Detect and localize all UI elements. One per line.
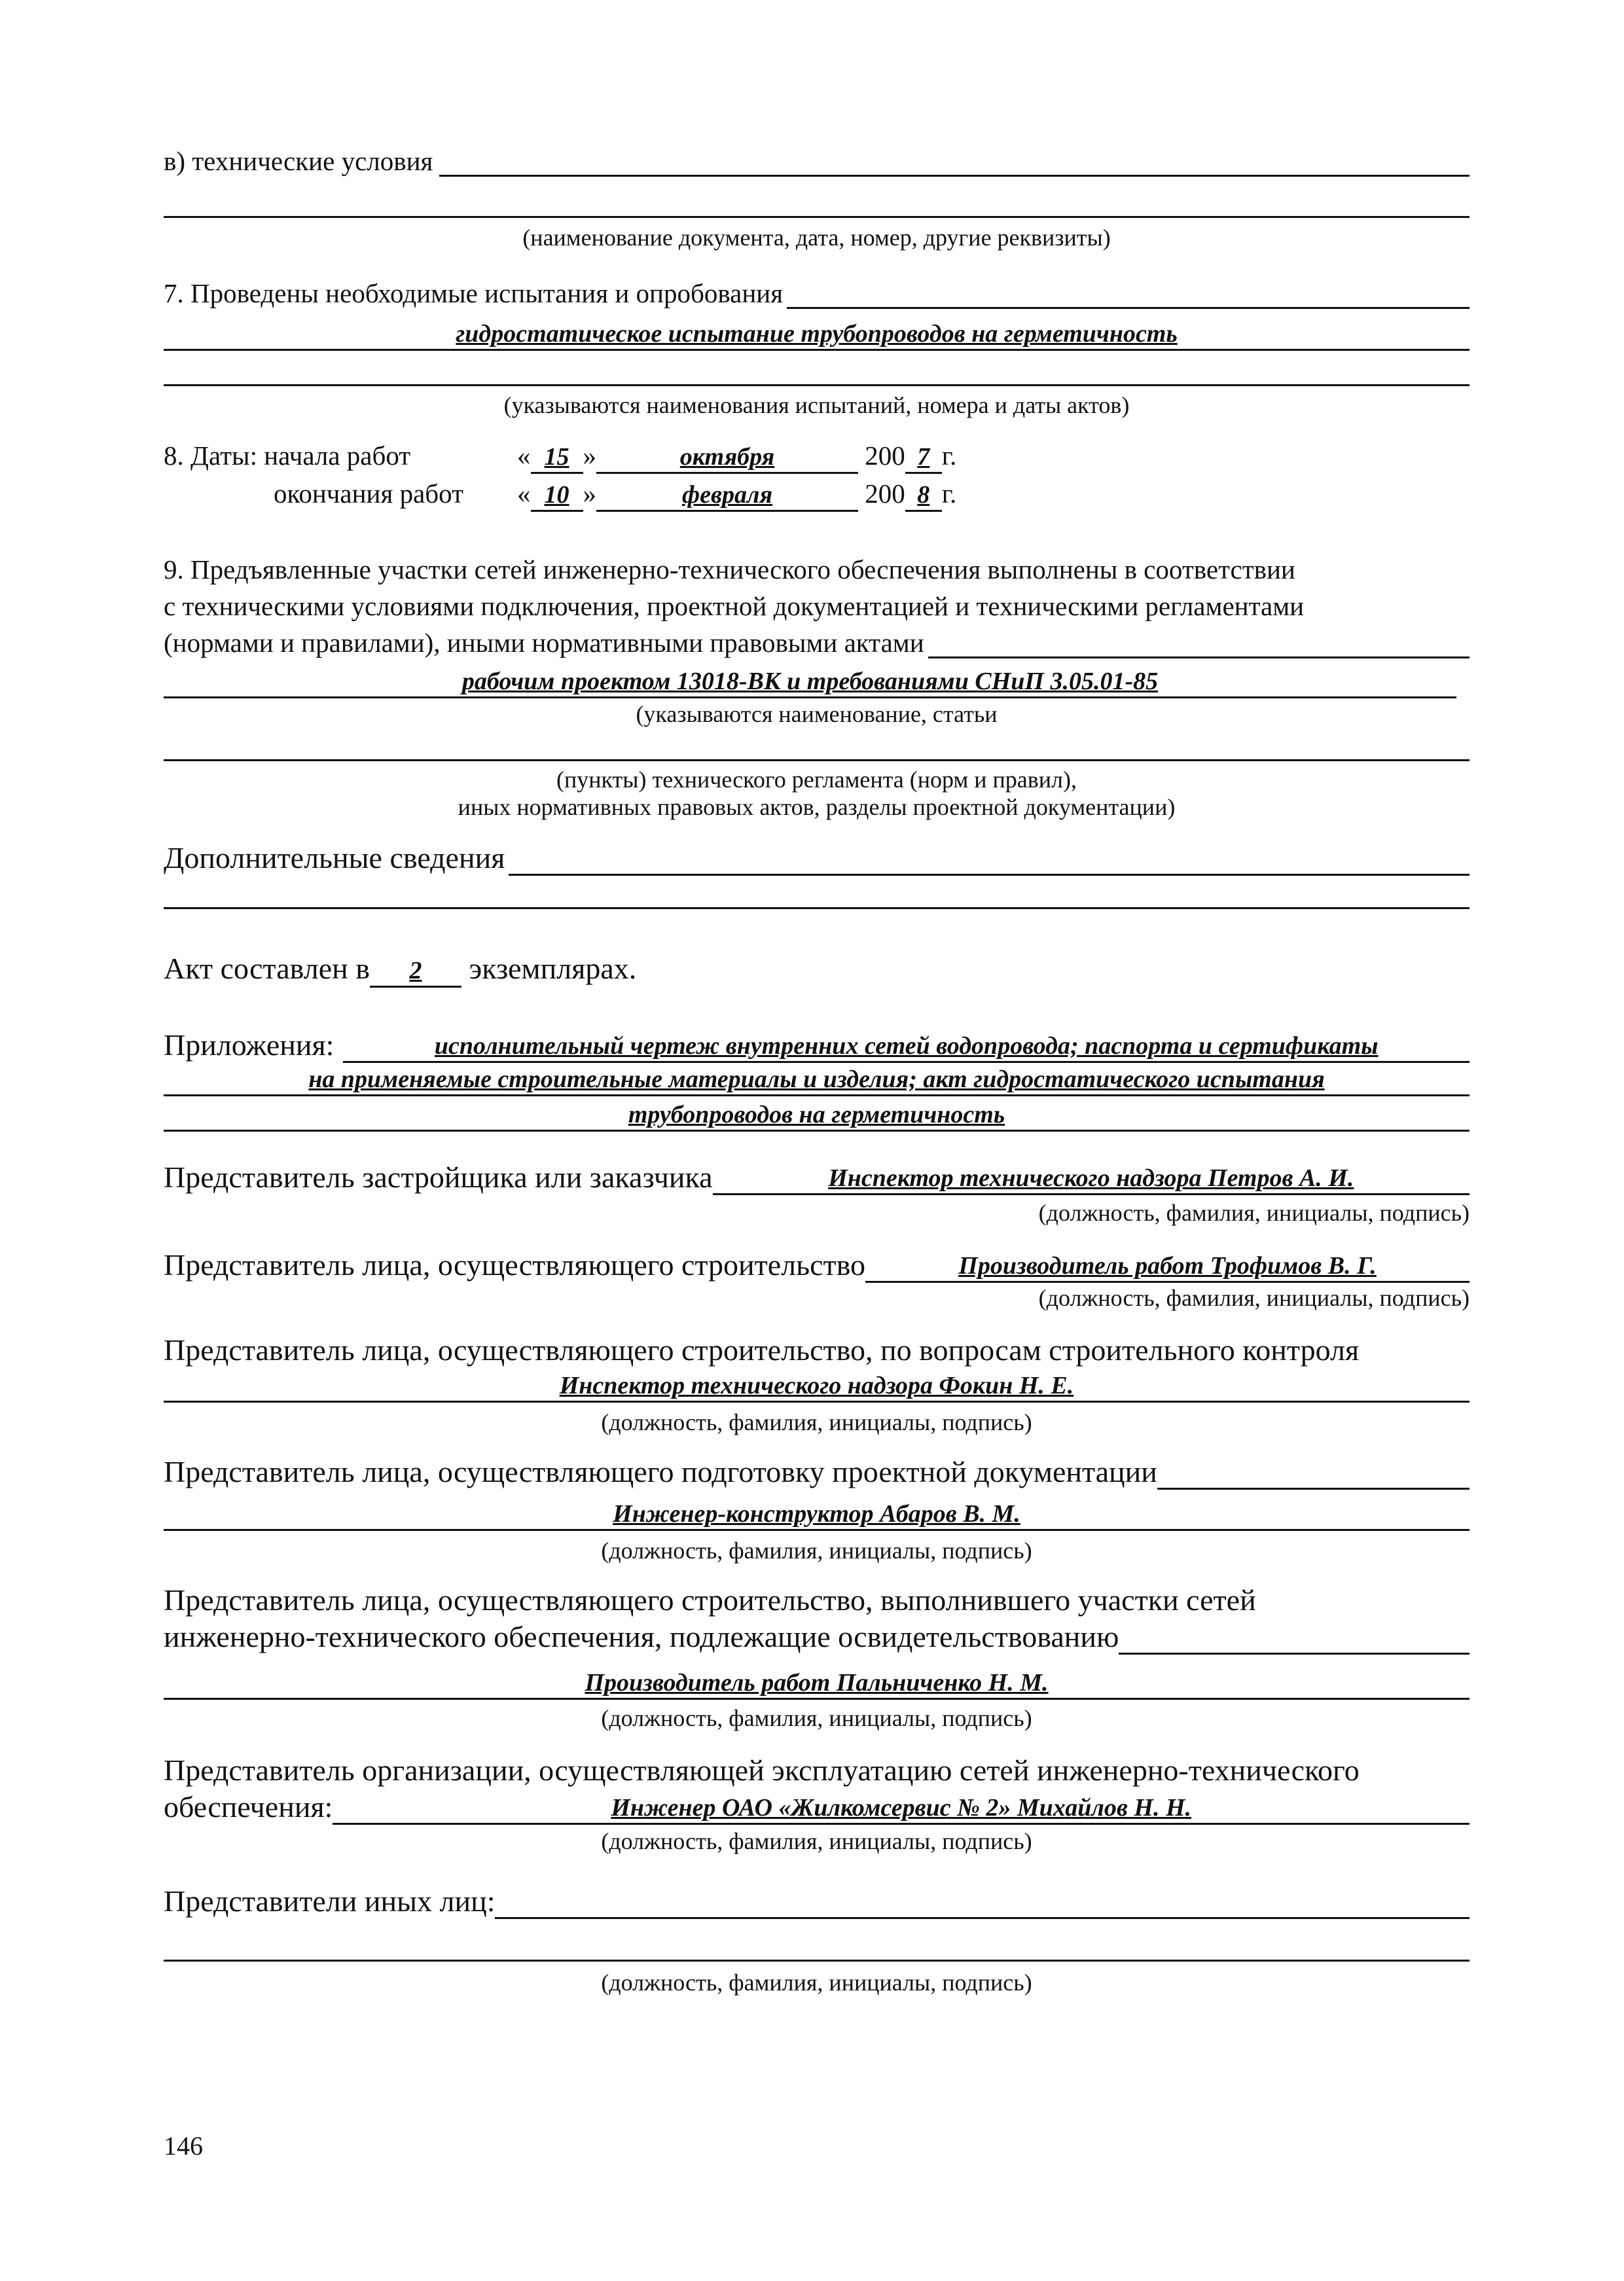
rep-performer-line-2: инженерно-технического обеспечения, подлежащие освидетельствованию [164, 1620, 1119, 1653]
end-year-prefix: 200 [865, 478, 905, 509]
rep-operator-label: обеспечения: [164, 1790, 333, 1823]
tests-line-3 [164, 384, 1470, 386]
rep-performer-caption: (должность, фамилия, инициалы, подпись) [601, 1705, 1032, 1731]
additional-field[interactable] [509, 874, 1470, 876]
tests-row [164, 278, 1470, 309]
copies-row [164, 951, 636, 988]
rep-operator-value[interactable]: Инженер ОАО «Жилкомсервис № 2» Михайлов Н. Н. [333, 1793, 1470, 1825]
quote-close-2: » [583, 478, 596, 509]
quote-close: » [583, 440, 596, 471]
start-day[interactable]: 15 [531, 442, 583, 474]
rep-control-value[interactable]: Инспектор технического надзора Фокин Н. Е. [164, 1371, 1470, 1403]
rep-builder-label: Представитель лица, осуществляющего строительство [164, 1248, 866, 1282]
compliance-caption-2: (пункты) технического регламента (норм и правил), [556, 766, 1077, 793]
copies-label-post: экземплярах. [469, 952, 637, 985]
rep-performer-value[interactable]: Производитель работ Пальниченко Н. М. [164, 1668, 1470, 1700]
tech-conditions-line-2 [164, 216, 1470, 218]
rep-customer-value[interactable]: Инспектор технического надзора Петров А. И. [713, 1163, 1470, 1195]
dates-start-row [164, 440, 956, 474]
tech-conditions-row [164, 145, 1470, 177]
additional-label: Дополнительные сведения [164, 841, 505, 874]
compliance-caption-1: (указываются наименование, статьи [636, 701, 998, 727]
end-day[interactable]: 10 [531, 480, 583, 512]
compliance-caption-3: иных нормативных правовых актов, разделы проектной документации) [458, 794, 1176, 820]
rep-designer-value[interactable]: Инженер-конструктор Абаров В. М. [164, 1499, 1470, 1531]
end-year-suffix[interactable]: 8 [905, 480, 942, 512]
start-month[interactable]: октября [596, 442, 858, 474]
rep-customer-label: Представитель застройщика или заказчика [164, 1160, 713, 1194]
tests-field-1[interactable] [787, 307, 1470, 309]
rep-designer-caption: (должность, фамилия, инициалы, подпись) [601, 1537, 1032, 1564]
rep-operator-line-1: Представитель организации, осуществляющей эксплуатацию сетей инженерно-технического [164, 1753, 1360, 1787]
rep-others-label: Представители иных лиц: [164, 1884, 496, 1918]
tests-value[interactable]: гидростатическое испытание трубопроводов на герметичность [164, 319, 1470, 351]
compliance-line-2: с техническими условиями подключения, проектной документацией и техническими регламентами [164, 591, 1305, 621]
attachments-line-1[interactable]: исполнительный чертеж внутренних сетей водопровода; паспорта и сертификаты [343, 1031, 1470, 1063]
rep-builder-row [164, 1248, 1470, 1283]
rep-designer-label: Представитель лица, осуществляющего подготовку проектной документации [164, 1455, 1157, 1488]
rep-performer-field[interactable] [1119, 1653, 1470, 1655]
rep-operator-caption: (должность, фамилия, инициалы, подпись) [601, 1828, 1032, 1854]
dates-start-label: 8. Даты: начала работ [164, 440, 411, 471]
attachments-label: Приложения: [164, 1028, 334, 1062]
compliance-line-blank [164, 759, 1470, 761]
compliance-value[interactable]: рабочим проектом 13018-ВК и требованиями СНиП 3.05.01-85 [164, 666, 1456, 698]
tech-conditions-field[interactable] [439, 175, 1470, 177]
compliance-field[interactable] [928, 656, 1470, 658]
tech-conditions-label: в) технические условия [164, 146, 433, 176]
attachments-line-2[interactable]: на применяемые строительные материалы и изделия; акт гидростатического испытания [164, 1064, 1470, 1096]
tests-label: 7. Проведены необходимые испытания и опробования [164, 278, 784, 308]
additional-row [164, 840, 1470, 876]
rep-customer-caption: (должность, фамилия, инициалы, подпись) [1038, 1200, 1470, 1226]
rep-operator-row-2 [164, 1789, 1470, 1825]
dates-end-label: окончания работ [274, 478, 464, 509]
tests-value-row [164, 319, 1470, 351]
attachments-row [164, 1028, 1470, 1063]
rep-performer-value-row [164, 1668, 1470, 1700]
additional-line-2 [164, 907, 1470, 909]
start-year-g: г. [941, 440, 957, 471]
rep-performer-line-1: Представитель лица, осуществляющего строительство, выполнившего участки сетей [164, 1583, 1256, 1617]
rep-control-caption: (должность, фамилия, инициалы, подпись) [601, 1409, 1032, 1435]
start-year-prefix: 200 [865, 440, 905, 471]
quote-open-2: « [517, 478, 531, 509]
rep-customer-row [164, 1160, 1470, 1195]
rep-others-field[interactable] [495, 1917, 1470, 1919]
compliance-line-1: 9. Предъявленные участки сетей инженерно-технического обеспечения выполнены в соответствии [164, 554, 1295, 584]
rep-designer-field[interactable] [1157, 1488, 1470, 1490]
rep-designer-value-row [164, 1499, 1470, 1531]
quote-open: « [517, 440, 531, 471]
rep-control-value-row [164, 1371, 1470, 1403]
rep-control-label: Представитель лица, осуществляющего строительство, по вопросам строительного контроля [164, 1333, 1360, 1367]
rep-others-caption: (должность, фамилия, инициалы, подпись) [601, 1969, 1032, 1996]
rep-designer-row [164, 1454, 1470, 1490]
compliance-line-3-row [164, 627, 1470, 658]
copies-value[interactable]: 2 [370, 956, 461, 988]
rep-others-row [164, 1884, 1470, 1919]
start-year-suffix[interactable]: 7 [905, 442, 942, 474]
rep-builder-value[interactable]: Производитель работ Трофимов В. Г. [865, 1251, 1470, 1283]
page-number: 146 [164, 2131, 203, 2161]
attachments-row-2 [164, 1064, 1470, 1096]
dates-end-row [164, 478, 956, 512]
compliance-value-row [164, 666, 1456, 698]
compliance-line-3: (нормами и правилами), иными нормативными правовыми актами [164, 628, 924, 658]
rep-others-line-2 [164, 1960, 1470, 1962]
tests-caption: (указываются наименования испытаний, номера и даты актов) [503, 392, 1130, 418]
rep-performer-row-2 [164, 1619, 1470, 1655]
end-month[interactable]: февраля [596, 480, 858, 512]
tech-conditions-caption: (наименование документа, дата, номер, другие реквизиты) [522, 225, 1111, 251]
attachments-line-3[interactable]: трубопроводов на герметичность [164, 1100, 1470, 1132]
attachments-row-3 [164, 1100, 1470, 1132]
rep-builder-caption: (должность, фамилия, инициалы, подпись) [1038, 1285, 1470, 1311]
copies-label-pre: Акт составлен в [164, 952, 370, 985]
end-year-g: г. [941, 478, 957, 509]
